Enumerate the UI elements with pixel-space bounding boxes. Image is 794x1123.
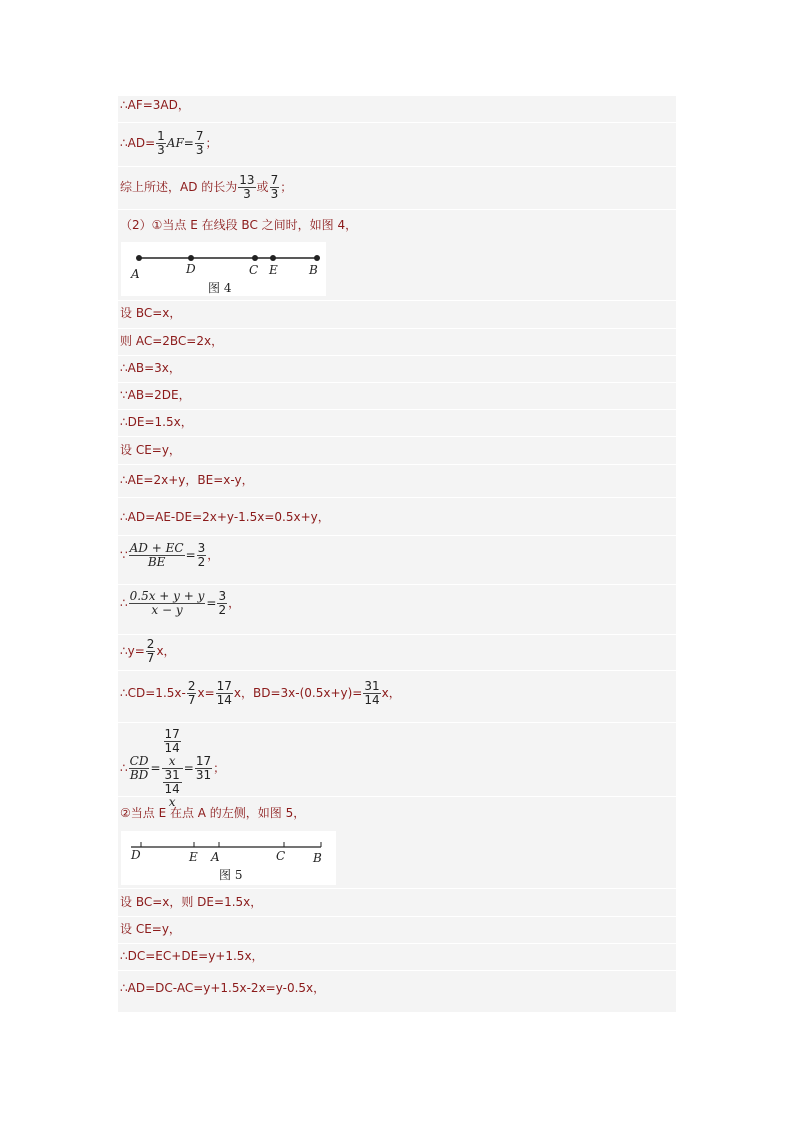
numerator: 17 bbox=[195, 754, 212, 768]
fraction bbox=[163, 769, 182, 796]
numerator: 0.5x + y + y bbox=[129, 589, 205, 603]
row-separator bbox=[118, 122, 676, 123]
line-ab: ∴AB=3x， bbox=[120, 361, 181, 375]
row-separator bbox=[118, 464, 676, 465]
point-c bbox=[252, 255, 258, 261]
line-ac: 则 AC=2BC=2x， bbox=[120, 334, 224, 348]
denominator: 2 bbox=[197, 555, 206, 569]
text: ， bbox=[228, 596, 241, 610]
label-d: D bbox=[186, 262, 196, 276]
figure-4-diagram bbox=[121, 242, 326, 296]
numerator: 31 bbox=[164, 768, 180, 782]
fraction bbox=[363, 680, 380, 707]
numerator: 31 bbox=[364, 679, 380, 693]
fraction bbox=[270, 174, 280, 201]
fraction bbox=[129, 542, 185, 569]
fraction bbox=[129, 755, 150, 782]
label-c: C bbox=[249, 263, 259, 277]
fraction bbox=[187, 680, 197, 707]
label-e: E bbox=[189, 850, 198, 864]
numerator: 3 bbox=[197, 541, 206, 555]
line-ad-expr: ∴AD=AE-DE=2x+y-1.5x=0.5x+y， bbox=[120, 510, 330, 524]
text: ； bbox=[280, 180, 293, 194]
figure-5-diagram bbox=[121, 831, 336, 885]
denominator: 31 bbox=[195, 768, 212, 782]
row-separator bbox=[118, 943, 676, 944]
row-separator bbox=[118, 535, 676, 536]
text: x， bbox=[381, 686, 401, 700]
label-c: C bbox=[276, 849, 286, 863]
denominator: 2 bbox=[218, 603, 227, 617]
line-ab-2de: ∵AB=2DE， bbox=[120, 388, 191, 402]
denominator: 14 bbox=[164, 741, 180, 755]
text: = bbox=[150, 761, 161, 775]
text: = bbox=[183, 136, 194, 150]
text: = bbox=[185, 548, 196, 562]
denominator: 14 bbox=[364, 693, 380, 707]
point-d bbox=[188, 255, 194, 261]
text: ∴ bbox=[120, 596, 128, 610]
fraction bbox=[216, 680, 233, 707]
numerator: 17 bbox=[164, 727, 180, 741]
text: ∵ bbox=[120, 548, 128, 562]
figure-4-caption: 图 4 bbox=[208, 281, 232, 295]
denominator: BE bbox=[147, 555, 166, 569]
text: ； bbox=[213, 761, 226, 775]
text: AF bbox=[166, 136, 184, 150]
numerator: 2 bbox=[146, 637, 155, 651]
fraction bbox=[164, 728, 181, 755]
text: ∴AD= bbox=[120, 136, 156, 150]
text: ∴CD=1.5x- bbox=[120, 686, 186, 700]
row-separator bbox=[118, 409, 676, 410]
text: 综上所述，AD 的长为 bbox=[120, 180, 238, 194]
line-af-3ad: ∴AF=3AD， bbox=[120, 98, 190, 112]
line-summary bbox=[120, 174, 292, 201]
figure-5-caption: 图 5 bbox=[219, 868, 243, 882]
label-a: A bbox=[211, 850, 220, 864]
denominator: 3 bbox=[195, 143, 204, 157]
numerator: 2 bbox=[187, 679, 196, 693]
line-substituted-ratio bbox=[120, 590, 240, 617]
row-separator bbox=[118, 722, 676, 723]
text: ， bbox=[207, 548, 220, 562]
denominator: 3 bbox=[157, 143, 165, 157]
line-ad-value bbox=[120, 130, 218, 157]
figure-5 bbox=[121, 831, 336, 885]
numerator bbox=[162, 728, 183, 769]
text: ； bbox=[205, 136, 218, 150]
row-separator bbox=[118, 382, 676, 383]
label-e: E bbox=[269, 263, 278, 277]
variable: x bbox=[168, 754, 176, 768]
numerator: 17 bbox=[216, 679, 232, 693]
text: x， bbox=[156, 644, 176, 658]
label-a: A bbox=[131, 267, 140, 281]
line-cd-bd bbox=[120, 680, 401, 707]
row-separator bbox=[118, 300, 676, 301]
line-dc: ∴DC=EC+DE=y+1.5x， bbox=[120, 949, 264, 963]
row-separator bbox=[118, 166, 676, 167]
line-let-bc: 设 BC=x， bbox=[120, 306, 182, 320]
line-part2-case1: （2）①当点 E 在线段 BC 之间时，如图 4， bbox=[120, 218, 358, 232]
numerator: 1 bbox=[157, 129, 165, 143]
text: = bbox=[183, 761, 194, 775]
denominator: BD bbox=[129, 768, 149, 782]
label-b: B bbox=[313, 851, 322, 865]
denominator: 3 bbox=[243, 187, 251, 201]
denominator bbox=[162, 769, 183, 809]
point-a bbox=[136, 255, 142, 261]
text: ∴ bbox=[120, 761, 128, 775]
row-separator bbox=[118, 436, 676, 437]
row-separator bbox=[118, 584, 676, 585]
row-separator bbox=[118, 328, 676, 329]
fraction bbox=[238, 174, 255, 201]
line-part2-case2: ②当点 E 在点 A 的左侧，如图 5， bbox=[120, 806, 306, 820]
fraction bbox=[197, 542, 207, 569]
fraction bbox=[129, 590, 206, 617]
numerator: CD bbox=[129, 754, 149, 768]
denominator: 14 bbox=[164, 782, 180, 796]
row-separator bbox=[118, 355, 676, 356]
fraction bbox=[217, 590, 227, 617]
fraction bbox=[156, 130, 166, 157]
row-separator bbox=[118, 888, 676, 889]
line-let-ce: 设 CE=y， bbox=[120, 443, 181, 457]
row-separator bbox=[118, 497, 676, 498]
line-ae-be: ∴AE=2x+y，BE=x-y， bbox=[120, 473, 254, 487]
text: 或 bbox=[256, 180, 269, 194]
line-ratio-condition bbox=[120, 542, 219, 569]
numerator: AD + EC bbox=[129, 541, 184, 555]
denominator: x − y bbox=[151, 603, 183, 617]
text: x= bbox=[197, 686, 215, 700]
figure-4 bbox=[121, 242, 326, 296]
row-separator bbox=[118, 970, 676, 971]
text: ∴y= bbox=[120, 644, 145, 658]
line-de: ∴DE=1.5x， bbox=[120, 415, 193, 429]
fraction bbox=[195, 755, 212, 782]
denominator: 14 bbox=[216, 693, 232, 707]
text: x，BD=3x-(0.5x+y)= bbox=[233, 686, 363, 700]
numerator: 3 bbox=[218, 589, 227, 603]
numerator: 13 bbox=[239, 173, 255, 187]
label-b: B bbox=[309, 263, 318, 277]
denominator: 7 bbox=[146, 651, 155, 665]
fraction bbox=[146, 638, 156, 665]
numerator: 7 bbox=[270, 173, 279, 187]
point-b bbox=[314, 255, 320, 261]
text: = bbox=[206, 596, 217, 610]
point-e bbox=[270, 255, 276, 261]
variable: x bbox=[168, 795, 176, 809]
line-cd-bd-ratio bbox=[120, 728, 225, 809]
label-d: D bbox=[131, 848, 141, 862]
row-separator bbox=[118, 916, 676, 917]
row-separator bbox=[118, 634, 676, 635]
denominator: 3 bbox=[270, 187, 279, 201]
denominator: 7 bbox=[187, 693, 196, 707]
line-ad-final: ∴AD=DC-AC=y+1.5x-2x=y-0.5x， bbox=[120, 981, 326, 995]
row-separator bbox=[118, 670, 676, 671]
line-let-bc-de: 设 BC=x，则 DE=1.5x， bbox=[120, 895, 263, 909]
fraction bbox=[195, 130, 205, 157]
line-let-ce-2: 设 CE=y， bbox=[120, 922, 181, 936]
line-y-value bbox=[120, 638, 176, 665]
numerator: 7 bbox=[195, 129, 204, 143]
row-separator bbox=[118, 209, 676, 210]
compound-fraction bbox=[162, 728, 183, 809]
